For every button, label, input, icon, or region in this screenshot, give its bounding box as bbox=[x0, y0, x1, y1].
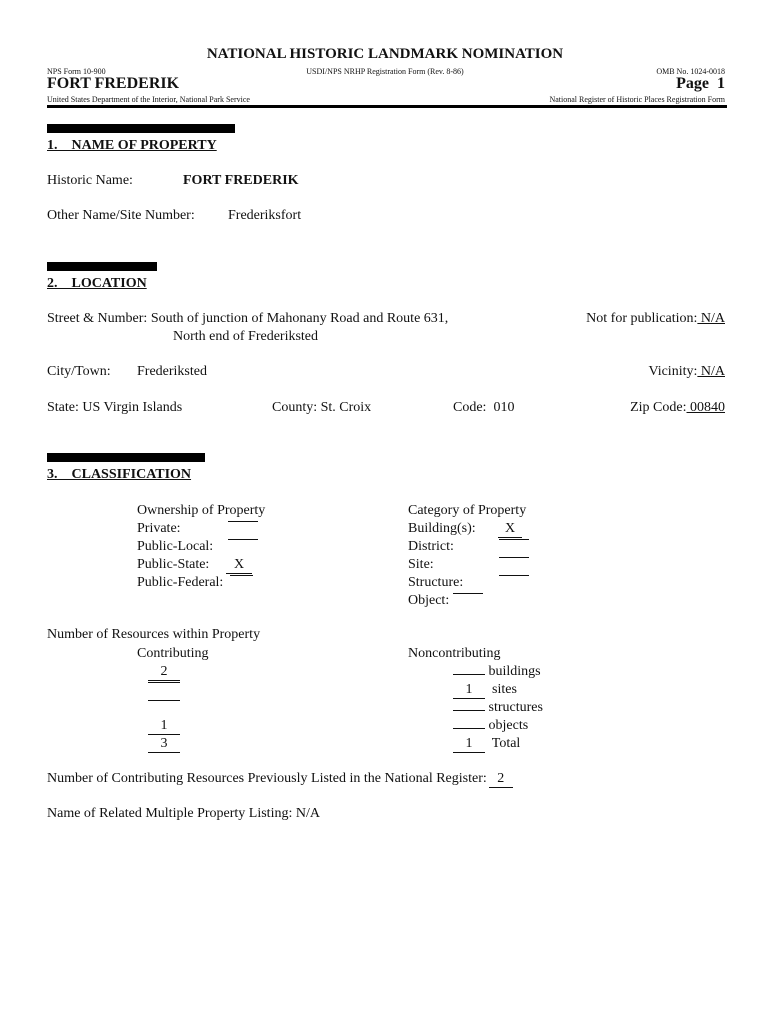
street-value: South of junction of Mahonany Road and Route 631, bbox=[150, 311, 449, 326]
category-building-label: Building(s): bbox=[408, 521, 476, 536]
ownership-public-federal-label: Public-Federal: bbox=[137, 575, 224, 590]
category-structure-value bbox=[499, 575, 529, 576]
zip-label: Zip Code: bbox=[630, 400, 687, 415]
state: State: US Virgin Islands bbox=[47, 400, 183, 415]
city-value: Frederiksted bbox=[137, 364, 207, 379]
category-object-value bbox=[453, 593, 483, 594]
omb-number: OMB No. 1024-0018 bbox=[656, 67, 725, 76]
multiple-property-listing: Name of Related Multiple Property Listing: N/A bbox=[47, 806, 320, 821]
not-for-publication-label: Not for publication: bbox=[586, 311, 698, 326]
vicinity-label: Vicinity: bbox=[648, 364, 698, 379]
noncontributing-label: Noncontributing bbox=[408, 646, 501, 661]
noncontributing-total-label: Total bbox=[491, 736, 521, 751]
ownership-public-local-label: Public-Local: bbox=[137, 539, 214, 554]
ownership-public-federal-value bbox=[230, 575, 253, 576]
contributing-sites bbox=[148, 682, 180, 683]
previously-listed-value: 2 bbox=[489, 771, 513, 788]
noncontributing-buildings-label: buildings bbox=[488, 664, 541, 679]
contributing-label: Contributing bbox=[137, 646, 209, 661]
noncontributing-structures-label: structures bbox=[488, 700, 543, 715]
form-number: NPS Form 10-900 bbox=[47, 67, 106, 76]
category-site-value bbox=[499, 557, 529, 558]
noncontributing-objects bbox=[453, 718, 528, 734]
previously-listed-label: Number of Contributing Resources Previously Listed in the National Register: bbox=[47, 771, 487, 786]
not-for-publication-value: N/A bbox=[697, 311, 725, 326]
contributing-buildings: 2 bbox=[148, 664, 180, 681]
ownership-private-value bbox=[228, 521, 258, 522]
page-number: Page 1 bbox=[676, 75, 725, 92]
historic-name-value: FORT FREDERIK bbox=[183, 173, 299, 188]
section-3-heading: 3. CLASSIFICATION bbox=[47, 467, 192, 482]
category-district-label: District: bbox=[408, 539, 454, 554]
other-name-value: Frederiksfort bbox=[228, 208, 302, 223]
not-for-publication bbox=[586, 311, 725, 327]
noncontributing-objects-label: objects bbox=[488, 718, 529, 733]
ownership-public-local-value bbox=[228, 539, 258, 540]
section-3-bar bbox=[47, 453, 205, 462]
city-label: City/Town: bbox=[47, 364, 111, 379]
property-name-header: FORT FREDERIK bbox=[47, 75, 180, 92]
county: County: St. Croix bbox=[272, 400, 372, 415]
category-building-value: X bbox=[498, 521, 522, 538]
section-1-bar bbox=[47, 124, 235, 133]
department-label: United States Department of the Interior, National Park Service bbox=[47, 95, 250, 104]
noncontributing-structures bbox=[453, 700, 543, 716]
ownership-public-state-value: X bbox=[226, 557, 252, 574]
code: Code: 010 bbox=[453, 400, 515, 415]
zip-code bbox=[630, 400, 725, 416]
contributing-total: 3 bbox=[148, 736, 180, 753]
noncontributing-sites bbox=[453, 682, 517, 699]
category-district-value bbox=[499, 539, 529, 540]
ownership-title: Ownership of Property bbox=[137, 503, 266, 518]
noncontributing-sites-value: 1 bbox=[453, 682, 485, 699]
zip-value: 00840 bbox=[686, 400, 725, 415]
noncontributing-buildings-value bbox=[453, 674, 485, 675]
street-value-line2: North end of Frederiksted bbox=[173, 329, 319, 344]
historic-name-label: Historic Name: bbox=[47, 173, 133, 188]
noncontributing-objects-value bbox=[453, 728, 485, 729]
noncontributing-total-value: 1 bbox=[453, 736, 485, 753]
category-site-label: Site: bbox=[408, 557, 434, 572]
vicinity bbox=[648, 364, 725, 380]
ownership-private-label: Private: bbox=[137, 521, 181, 536]
noncontributing-structures-value bbox=[453, 710, 485, 711]
register-label: National Register of Historic Places Registration Form bbox=[549, 95, 725, 104]
contributing-structures bbox=[148, 700, 180, 701]
street-label: Street & Number: bbox=[47, 311, 148, 326]
section-2-bar bbox=[47, 262, 157, 271]
category-structure-label: Structure: bbox=[408, 575, 464, 590]
resources-title: Number of Resources within Property bbox=[47, 627, 261, 642]
category-object-label: Object: bbox=[408, 593, 450, 608]
previously-listed bbox=[47, 771, 513, 788]
header-rule bbox=[47, 105, 727, 108]
vicinity-value: N/A bbox=[697, 364, 725, 379]
section-1-heading: 1. NAME OF PROPERTY bbox=[47, 138, 217, 153]
ownership-public-state-label: Public-State: bbox=[137, 557, 210, 572]
category-title: Category of Property bbox=[408, 503, 527, 518]
street-number-row bbox=[47, 311, 448, 327]
noncontributing-total bbox=[453, 736, 520, 753]
noncontributing-buildings bbox=[453, 664, 541, 680]
form-title: NATIONAL HISTORIC LANDMARK NOMINATION bbox=[206, 46, 564, 62]
section-2-heading: 2. LOCATION bbox=[47, 276, 147, 291]
other-name-label: Other Name/Site Number: bbox=[47, 208, 195, 223]
form-revision: USDI/NPS NRHP Registration Form (Rev. 8-86) bbox=[306, 67, 464, 76]
noncontributing-sites-label: sites bbox=[492, 682, 517, 697]
contributing-objects: 1 bbox=[148, 718, 180, 735]
